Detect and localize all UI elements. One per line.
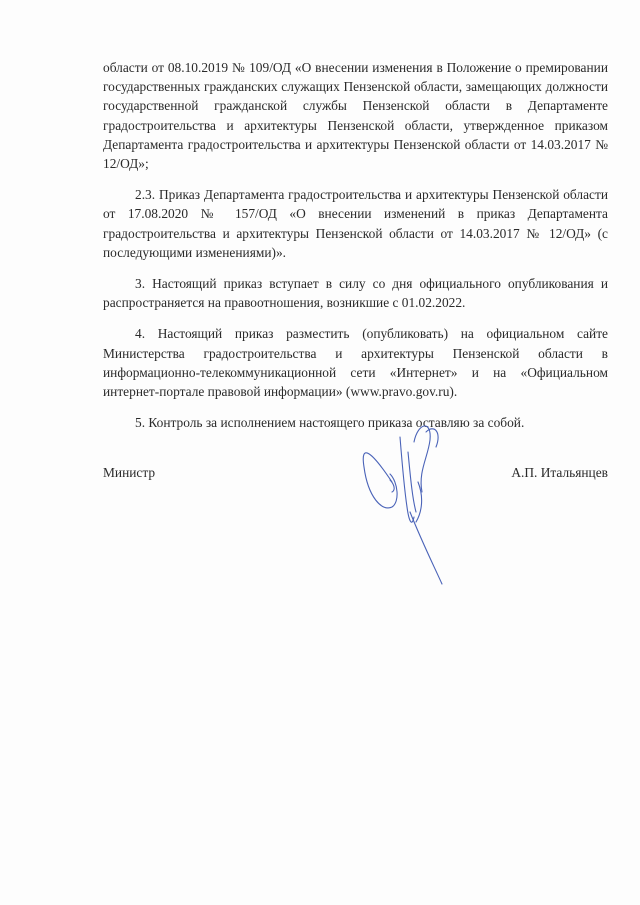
document-body bbox=[103, 58, 608, 444]
paragraph-4: 4. Настоящий приказ разместить (опубликовать) на официальном сайте Министерства градостроительства и архитектуры Пензенской области в информационно-телекоммуникационной сети «Интернет» и на «Официальном интернет-портале правовой информации» (www.pravo.gov.ru). bbox=[103, 326, 608, 400]
paragraph-5: 5. Контроль за исполнением настоящего приказа оставляю за собой. bbox=[135, 415, 525, 431]
paragraph-continuation: области от 08.10.2019 № 109/ОД «О внесении изменения в Положение о премировании государственных гражданских служащих Пензенской области, замещающих должности государственной гражданской службы Пензенской области в Департаменте градостроительства и архитектуры Пензенской области, утвержденное приказом Департамента градостроительства и архитектуры Пензенской области от 14.03.2017 № 12/ОД»; bbox=[103, 60, 608, 172]
paragraph-3: 3. Настоящий приказ вступает в силу со дня официального опубликования и распространяется на правоотношения, возникшие с 01.02.2022. bbox=[103, 276, 608, 311]
paragraph-2-3: 2.3. Приказ Департамента градостроительства и архитектуры Пензенской области от 17.08.2020 № 157/ОД «О внесении изменений в приказ Департамента градостроительства и архитектуры Пензенской области от 14.03.2017 № 12/ОД» (с последующими изменениями)». bbox=[103, 187, 608, 260]
handwritten-signature-icon bbox=[352, 412, 462, 592]
signatory-name: А.П. Итальянцев bbox=[511, 465, 608, 480]
signatory-title: Министр bbox=[103, 465, 156, 480]
